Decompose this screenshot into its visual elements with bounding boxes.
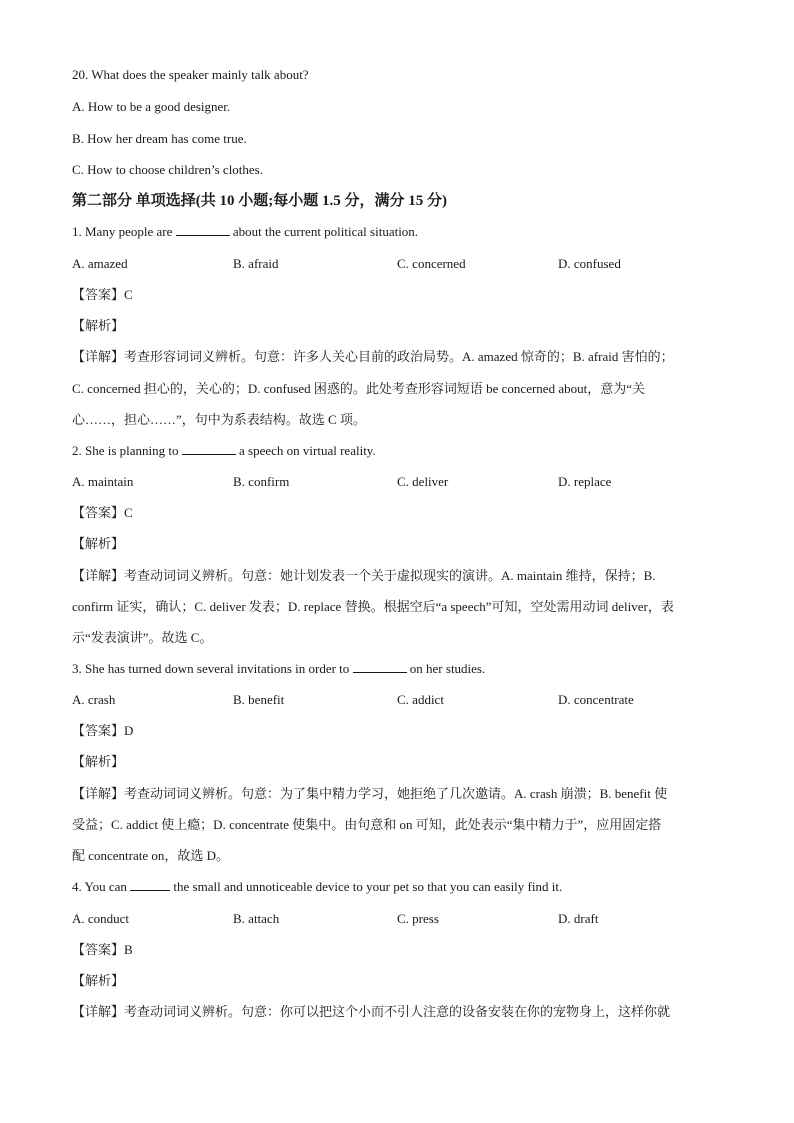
detail-text: 考查动词词义辨析。句意：她计划发表一个关于虚拟现实的演讲。A. maintain 维持，保持；B. <box>124 568 656 583</box>
question-1-answer <box>72 286 133 304</box>
answer-blank <box>130 878 170 891</box>
answer-value: C <box>124 287 133 302</box>
section-2-title: 第二部分 单项选择(共 10 小题;每小题 1.5 分，满分 15 分) <box>72 193 447 209</box>
question-2-option-d: D. replace <box>558 474 612 489</box>
answer-blank <box>182 442 236 455</box>
question-4-option-b: B. attach <box>233 911 280 926</box>
question-2-option-b: B. confirm <box>233 474 290 489</box>
question-3-detail-line-1 <box>72 785 667 803</box>
question-20-option-b: B. How her dream has come true. <box>72 131 247 146</box>
answer-blank <box>353 660 407 673</box>
stem-before: 1. Many people are <box>72 224 173 239</box>
question-4-stem <box>72 878 562 896</box>
question-4-option-c: C. press <box>397 911 439 926</box>
question-1-detail-line-3: 心……，担心……”，句中为系表结构。故选 C 项。 <box>72 412 366 427</box>
answer-value: B <box>124 942 133 957</box>
stem-after: a speech on virtual reality. <box>239 443 376 458</box>
question-4-answer <box>72 941 133 959</box>
question-2-detail-line-2: confirm 证实，确认；C. deliver 发表；D. replace 替换。根据空后“a speech”可知，空处需用动词 deliver，表 <box>72 599 674 614</box>
question-20-stem: 20. What does the speaker mainly talk about? <box>72 67 309 82</box>
question-1-analysis-label: 【解析】 <box>72 318 125 333</box>
question-2-analysis-label: 【解析】 <box>72 536 125 551</box>
question-1-option-d: D. confused <box>558 256 621 271</box>
question-3-answer <box>72 722 133 740</box>
question-1-detail-line-1 <box>72 348 674 366</box>
detail-label: 【详解】 <box>72 349 125 364</box>
question-4-detail-line-1 <box>72 1003 670 1021</box>
question-20-option-c: C. How to choose children’s clothes. <box>72 162 263 177</box>
question-3-detail-line-3: 配 concentrate on，故选 D。 <box>72 848 230 863</box>
question-3-stem <box>72 660 485 678</box>
question-2-stem <box>72 442 376 460</box>
detail-text: 考查动词词义辨析。句意：为了集中精力学习，她拒绝了几次邀请。A. crash 崩溃；B. benefit 使 <box>124 786 668 801</box>
question-1-option-a: A. amazed <box>72 256 128 271</box>
question-3-option-b: B. benefit <box>233 692 285 707</box>
detail-label: 【详解】 <box>72 1004 125 1019</box>
answer-value: C <box>124 505 133 520</box>
stem-after: about the current political situation. <box>232 224 419 239</box>
question-3-detail-line-2: 受益；C. addict 使上瘾；D. concentrate 使集中。由句意和 on 可知，此处表示“集中精力于”，应用固定搭 <box>72 817 662 832</box>
question-1-detail-line-2: C. concerned 担心的，关心的；D. confused 困惑的。此处考查形容词短语 be concerned about，意为“关 <box>72 381 645 396</box>
answer-label: 【答案】 <box>72 505 125 520</box>
detail-label: 【详解】 <box>72 786 125 801</box>
question-4-analysis-label: 【解析】 <box>72 973 125 988</box>
question-4-option-d: D. draft <box>558 911 599 926</box>
question-3-option-a: A. crash <box>72 692 116 707</box>
question-3-option-c: C. addict <box>397 692 444 707</box>
stem-after: on her studies. <box>409 661 486 676</box>
answer-label: 【答案】 <box>72 723 125 738</box>
question-1-option-b: B. afraid <box>233 256 279 271</box>
question-1-option-c: C. concerned <box>397 256 466 271</box>
answer-value: D <box>124 723 134 738</box>
stem-before: 2. She is planning to <box>72 443 179 458</box>
stem-after: the small and unnoticeable device to your pet so that you can easily find it. <box>173 879 563 894</box>
detail-text: 考查动词词义辨析。句意：你可以把这个小而不引人注意的设备安装在你的宠物身上，这样你就 <box>124 1004 671 1019</box>
detail-label: 【详解】 <box>72 568 125 583</box>
question-1-stem <box>72 223 418 241</box>
answer-label: 【答案】 <box>72 287 125 302</box>
question-2-option-a: A. maintain <box>72 474 134 489</box>
detail-text: 考查形容词词义辨析。句意：许多人关心目前的政治局势。A. amazed 惊奇的；B. afraid 害怕的； <box>124 349 674 364</box>
question-20-option-a: A. How to be a good designer. <box>72 99 231 114</box>
question-2-answer <box>72 504 133 522</box>
question-4-option-a: A. conduct <box>72 911 130 926</box>
question-2-detail-line-1 <box>72 567 656 585</box>
question-3-option-d: D. concentrate <box>558 692 634 707</box>
question-3-analysis-label: 【解析】 <box>72 754 125 769</box>
answer-blank <box>176 223 230 236</box>
question-2-detail-line-3: 示“发表演讲”。故选 C。 <box>72 630 213 645</box>
stem-before: 4. You can <box>72 879 127 894</box>
stem-before: 3. She has turned down several invitations in order to <box>72 661 350 676</box>
answer-label: 【答案】 <box>72 942 125 957</box>
question-2-option-c: C. deliver <box>397 474 449 489</box>
